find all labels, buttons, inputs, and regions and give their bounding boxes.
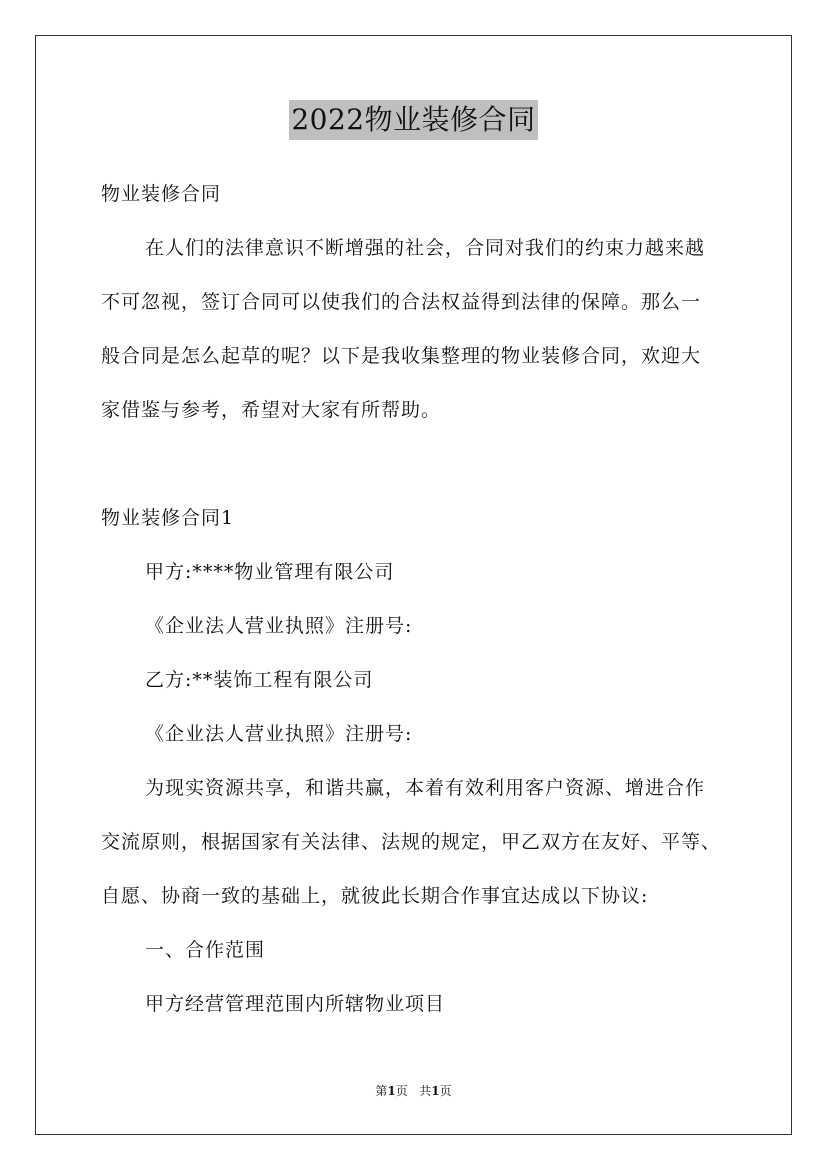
footer-page-suffix: 页 (395, 1084, 408, 1098)
page-footer (0, 1083, 827, 1099)
title-container (0, 100, 827, 140)
clause-heading: 一、合作范围 (145, 939, 266, 961)
intro-line-2: 不可忽视，签订合同可以使我们的合法权益得到法律的保障。那么一 (101, 291, 702, 313)
footer-page-total: 1 (431, 1084, 440, 1098)
footer-total-prefix: 共 (419, 1084, 432, 1098)
footer-page-prefix: 第 (375, 1084, 388, 1098)
party-a-license: 《企业法人营业执照》注册号: (145, 615, 413, 637)
party-b: 乙方:**装饰工程有限公司 (145, 669, 374, 691)
intro-line-1: 在人们的法律意识不断增强的社会，合同对我们的约束力越来越 (145, 237, 706, 259)
body-line-3: 自愿、协商一致的基础上，就彼此长期合作事宜达成以下协议: (101, 885, 649, 907)
party-b-license: 《企业法人营业执照》注册号: (145, 723, 413, 745)
footer-total-suffix: 页 (439, 1084, 452, 1098)
clause-text: 甲方经营管理范围内所辖物业项目 (145, 993, 446, 1015)
contract-heading: 物业装修合同1 (101, 507, 235, 529)
body-line-1: 为现实资源共享，和谐共赢，本着有效利用客户资源、增进合作 (145, 777, 706, 799)
document-title: 2022物业装修合同 (289, 100, 537, 140)
body-line-2: 交流原则，根据国家有关法律、法规的规定，甲乙双方在友好、平等、 (101, 831, 722, 853)
intro-line-4: 家借鉴与参考，希望对大家有所帮助。 (101, 399, 442, 421)
intro-line-3: 般合同是怎么起草的呢？以下是我收集整理的物业装修合同，欢迎大 (101, 345, 702, 367)
section-heading: 物业装修合同 (101, 183, 222, 205)
party-a: 甲方:****物业管理有限公司 (145, 561, 395, 583)
footer-page-current: 1 (387, 1084, 396, 1098)
